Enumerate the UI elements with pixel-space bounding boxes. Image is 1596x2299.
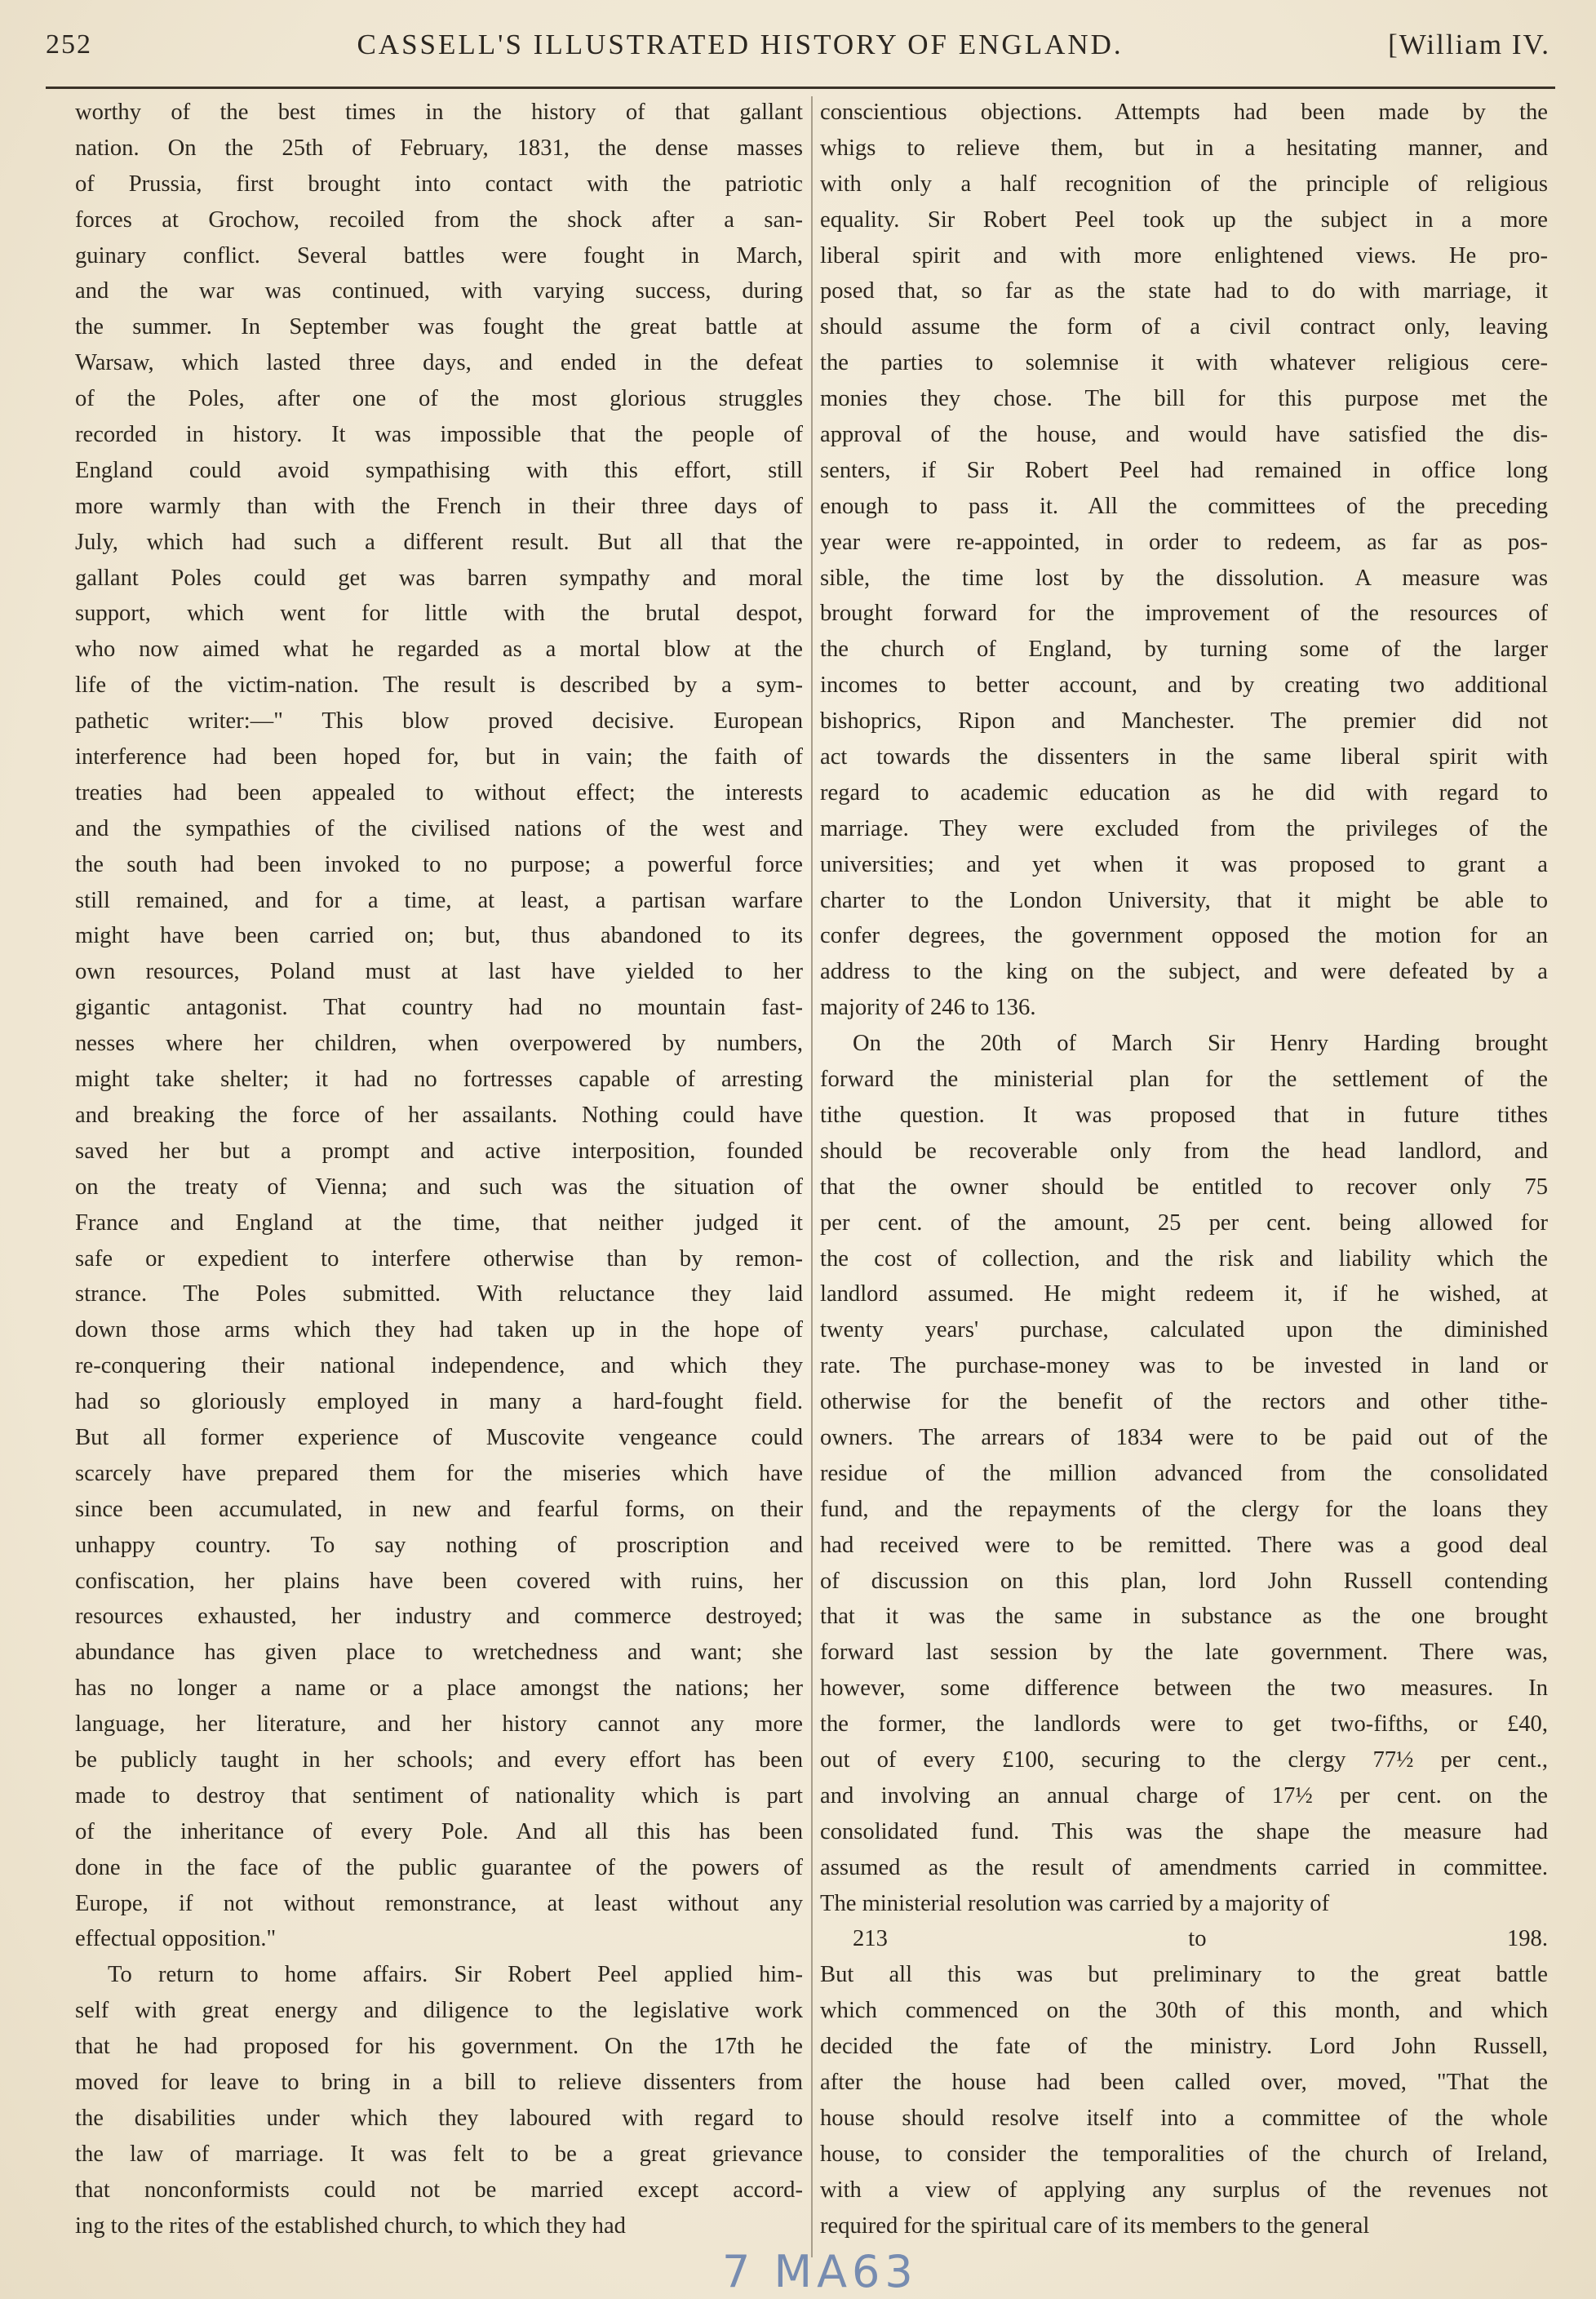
text-line: might have been carried on; but, thus abandoned to its [75,923,803,949]
text-line: with only a half recognition of the principle of religious [820,171,1548,197]
text-line: pathetic writer:—" This blow proved decisive. European [75,708,803,735]
text-line: abundance has given place to wretchedness and want; she [75,1640,803,1666]
text-line: To return to home affairs. Sir Robert Peel applied him- [108,1962,803,1988]
text-line: bishoprics, Ripon and Manchester. The premier did not [820,708,1548,735]
text-line: of Prussia, first brought into contact with the patriotic [75,171,803,197]
text-line: on the treaty of Vienna; and such was the situation of [75,1174,803,1200]
text-line: of discussion on this plan, lord John Russell contending [820,1568,1548,1594]
text-line: The ministerial resolution was carried by a majority of [820,1890,1330,1916]
text-line: language, her literature, and her history cannot any more [75,1711,803,1738]
text-line: the parties to solemnise it with whatever religious cere- [820,350,1548,376]
text-line: brought forward for the improvement of the resources of [820,601,1548,627]
text-line: On the 20th of March Sir Henry Harding brought [853,1031,1548,1057]
text-line: support, which went for little with the brutal despot, [75,601,803,627]
text-line: required for the spiritual care of its members to the general [820,2212,1370,2239]
text-line: unhappy country. To say nothing of proscription and [75,1532,803,1558]
text-line: more warmly than with the French in their three days of [75,493,803,519]
text-line: might take shelter; it had no fortresses capable of arresting [75,1067,803,1093]
text-line: assumed as the result of amendments carried in committee. [820,1854,1548,1880]
text-line: life of the victim-nation. The result is described by a sym- [75,672,803,699]
text-line: confer degrees, the government opposed the motion for an [820,923,1548,949]
text-line: whigs to relieve them, but in a hesitating manner, and [820,135,1548,161]
text-line: England could avoid sympathising with this effort, still [75,457,803,483]
text-line: and breaking the force of her assailants. Nothing could have [75,1102,803,1128]
text-line: that it was the same in substance as the one brought [820,1604,1548,1630]
text-line: ing to the rites of the established church, to which they had [75,2212,626,2239]
text-line: tithe question. It was proposed that in future tithes [820,1102,1548,1128]
text-line: Europe, if not without remonstrance, at least without any [75,1890,803,1916]
text-line: marriage. They were excluded from the privileges of the [820,815,1548,841]
text-line: and the war was continued, with varying success, during [75,278,803,304]
reign-label: [William IV. [1388,29,1550,60]
text-line: the summer. In September was fought the great battle at [75,314,803,340]
text-line: consolidated fund. This was the shape the measure had [820,1818,1548,1844]
text-line: equality. Sir Robert Peel took up the subject in a more [820,206,1548,233]
column-divider [811,96,813,2257]
text-line: that nonconformists could not be married except accord- [75,2177,803,2203]
text-line: treaties had been appealed to without effect; the interests [75,779,803,806]
text-line: nesses where her children, when overpowered by numbers, [75,1031,803,1057]
text-line: sible, the time lost by the dissolution. A measure was [820,565,1548,591]
text-line: should assume the form of a civil contract only, leaving [820,314,1548,340]
header-rule [46,87,1555,89]
text-line: landlord assumed. He might redeem it, if he wished, at [820,1281,1548,1307]
text-line: Warsaw, which lasted three days, and ended in the defeat [75,350,803,376]
text-line: the disabilities under which they laboured with regard to [75,2105,803,2131]
book-title: CASSELL'S ILLUSTRATED HISTORY OF ENGLAND. [357,29,1124,60]
text-line: charter to the London University, that it might be able to [820,887,1548,913]
text-line: had received were to be remitted. There was a good deal [820,1532,1548,1558]
text-line: had so gloriously employed in many a hard-fought field. [75,1389,803,1415]
text-line: owners. The arrears of 1834 were to be paid out of the [820,1424,1548,1450]
text-line: still remained, and for a time, at least, a partisan warfare [75,887,803,913]
text-line: house should resolve itself into a committee of the whole [820,2105,1548,2131]
text-line: effectual opposition." [75,1926,277,1952]
running-header [46,24,1550,65]
text-line: resources exhausted, her industry and commerce destroyed; [75,1604,803,1630]
text-line: gigantic antagonist. That country had no mountain fast- [75,995,803,1021]
right-text-column [820,95,1548,2244]
text-line: re-conquering their national independence, and which they [75,1353,803,1379]
text-line: senters, if Sir Robert Peel had remained in office long [820,457,1548,483]
text-line: worthy of the best times in the history of that gallant [75,100,803,125]
page-number: 252 [46,29,92,60]
text-line: house, to consider the temporalities of the church of Ireland, [820,2141,1548,2167]
text-line: the church of England, by turning some of the larger [820,637,1548,663]
text-line: majority of 246 to 136. [820,995,1036,1021]
text-line: with a view of applying any surplus of the revenues not [820,2177,1548,2203]
text-line: residue of the million advanced from the consolidated [820,1460,1548,1486]
text-line: nation. On the 25th of February, 1831, the dense masses [75,135,803,161]
text-line: otherwise for the benefit of the rectors and other tithe- [820,1389,1548,1415]
text-line: regard to academic education as he did with regard to [820,779,1548,806]
text-line: self with great energy and diligence to the legislative work [75,1998,803,2024]
text-line: which commenced on the 30th of this month, and which [820,1998,1548,2024]
text-line: decided the fate of the ministry. Lord John Russell, [820,2034,1548,2060]
text-line: enough to pass it. All the committees of the preceding [820,493,1548,519]
left-text-column [75,95,803,2244]
library-stamp: 7 MA63 [722,2246,918,2297]
text-line: of the inheritance of every Pole. And all this has been [75,1818,803,1844]
text-line: that he had proposed for his government. On the 17th he [75,2034,803,2060]
text-line: of the Poles, after one of the most glorious struggles [75,386,803,412]
text-line: the south had been invoked to no purpose; a powerful force [75,851,803,877]
text-line: saved her but a prompt and active interposition, founded [75,1138,803,1164]
text-line: rate. The purchase-money was to be invested in land or [820,1353,1548,1379]
text-line: who now aimed what he regarded as a mortal blow at the [75,637,803,663]
text-line: But all former experience of Muscovite vengeance could [75,1424,803,1450]
text-line: gallant Poles could get was barren sympathy and moral [75,565,803,591]
text-line: per cent. of the amount, 25 per cent. being allowed for [820,1209,1548,1236]
text-line: scarcely have prepared them for the miseries which have [75,1460,803,1486]
text-line: France and England at the time, that neither judged it [75,1209,803,1236]
text-line: forward the ministerial plan for the settlement of the [820,1067,1548,1093]
text-line: forward last session by the late government. There was, [820,1640,1548,1666]
text-line: has no longer a name or a place amongst the nations; her [75,1675,803,1702]
text-line: made to destroy that sentiment of nationality which is part [75,1782,803,1809]
text-line: the law of marriage. It was felt to be a great grievance [75,2141,803,2167]
text-line: strance. The Poles submitted. With reluctance they laid [75,1281,803,1307]
text-line: should be recoverable only from the head landlord, and [820,1138,1548,1164]
text-line: moved for leave to bring in a bill to relieve dissenters from [75,2069,803,2095]
text-line: safe or expedient to interfere otherwise than by remon- [75,1245,803,1272]
text-line: be publicly taught in her schools; and every effort has been [75,1746,803,1773]
text-line: conscientious objections. Attempts had been made by the [820,100,1548,125]
text-line: confiscation, her plains have been covered with ruins, her [75,1568,803,1594]
text-line: however, some difference between the two measures. In [820,1675,1548,1702]
text-line: out of every £100, securing to the clergy 77½ per cent., [820,1746,1548,1773]
text-line: address to the king on the subject, and were defeated by a [820,959,1548,985]
text-line: But all this was but preliminary to the great battle [820,1962,1548,1988]
text-line: done in the face of the public guarantee of the powers of [75,1854,803,1880]
text-line: universities; and yet when it was proposed to grant a [820,851,1548,877]
text-line: twenty years' purchase, calculated upon the diminished [820,1317,1548,1343]
text-line: and involving an annual charge of 17½ per cent. on the [820,1782,1548,1809]
text-line: recorded in history. It was impossible that the people of [75,422,803,448]
text-line: year were re-appointed, in order to redeem, as far as pos- [820,529,1548,555]
text-line: down those arms which they had taken up in the hope of [75,1317,803,1343]
text-line: and the sympathies of the civilised nations of the west and [75,815,803,841]
text-line: own resources, Poland must at last have yielded to her [75,959,803,985]
text-line: July, which had such a different result. But all that the [75,529,803,555]
text-line: the cost of collection, and the risk and liability which the [820,1245,1548,1272]
text-line: after the house had been called over, moved, "That the [820,2069,1548,2095]
text-line: fund, and the repayments of the clergy for the loans they [820,1496,1548,1522]
text-line: guinary conflict. Several battles were fought in March, [75,242,803,269]
text-line: act towards the dissenters in the same liberal spirit with [820,744,1548,770]
text-line: the former, the landlords were to get two-fifths, or £40, [820,1711,1548,1738]
text-line: since been accumulated, in new and fearful forms, on their [75,1496,803,1522]
text-line: approval of the house, and would have satisfied the dis- [820,422,1548,448]
text-line: interference had been hoped for, but in vain; the faith of [75,744,803,770]
text-line: incomes to better account, and by creating two additional [820,672,1548,699]
text-line: liberal spirit and with more enlightened views. He pro- [820,242,1548,269]
text-line: 213 to 198. [853,1926,1548,1952]
text-line: monies they chose. The bill for this purpose met the [820,386,1548,412]
text-line: forces at Grochow, recoiled from the shock after a san- [75,206,803,233]
text-line: that the owner should be entitled to recover only 75 [820,1174,1548,1200]
text-line: posed that, so far as the state had to do with marriage, it [820,278,1548,304]
